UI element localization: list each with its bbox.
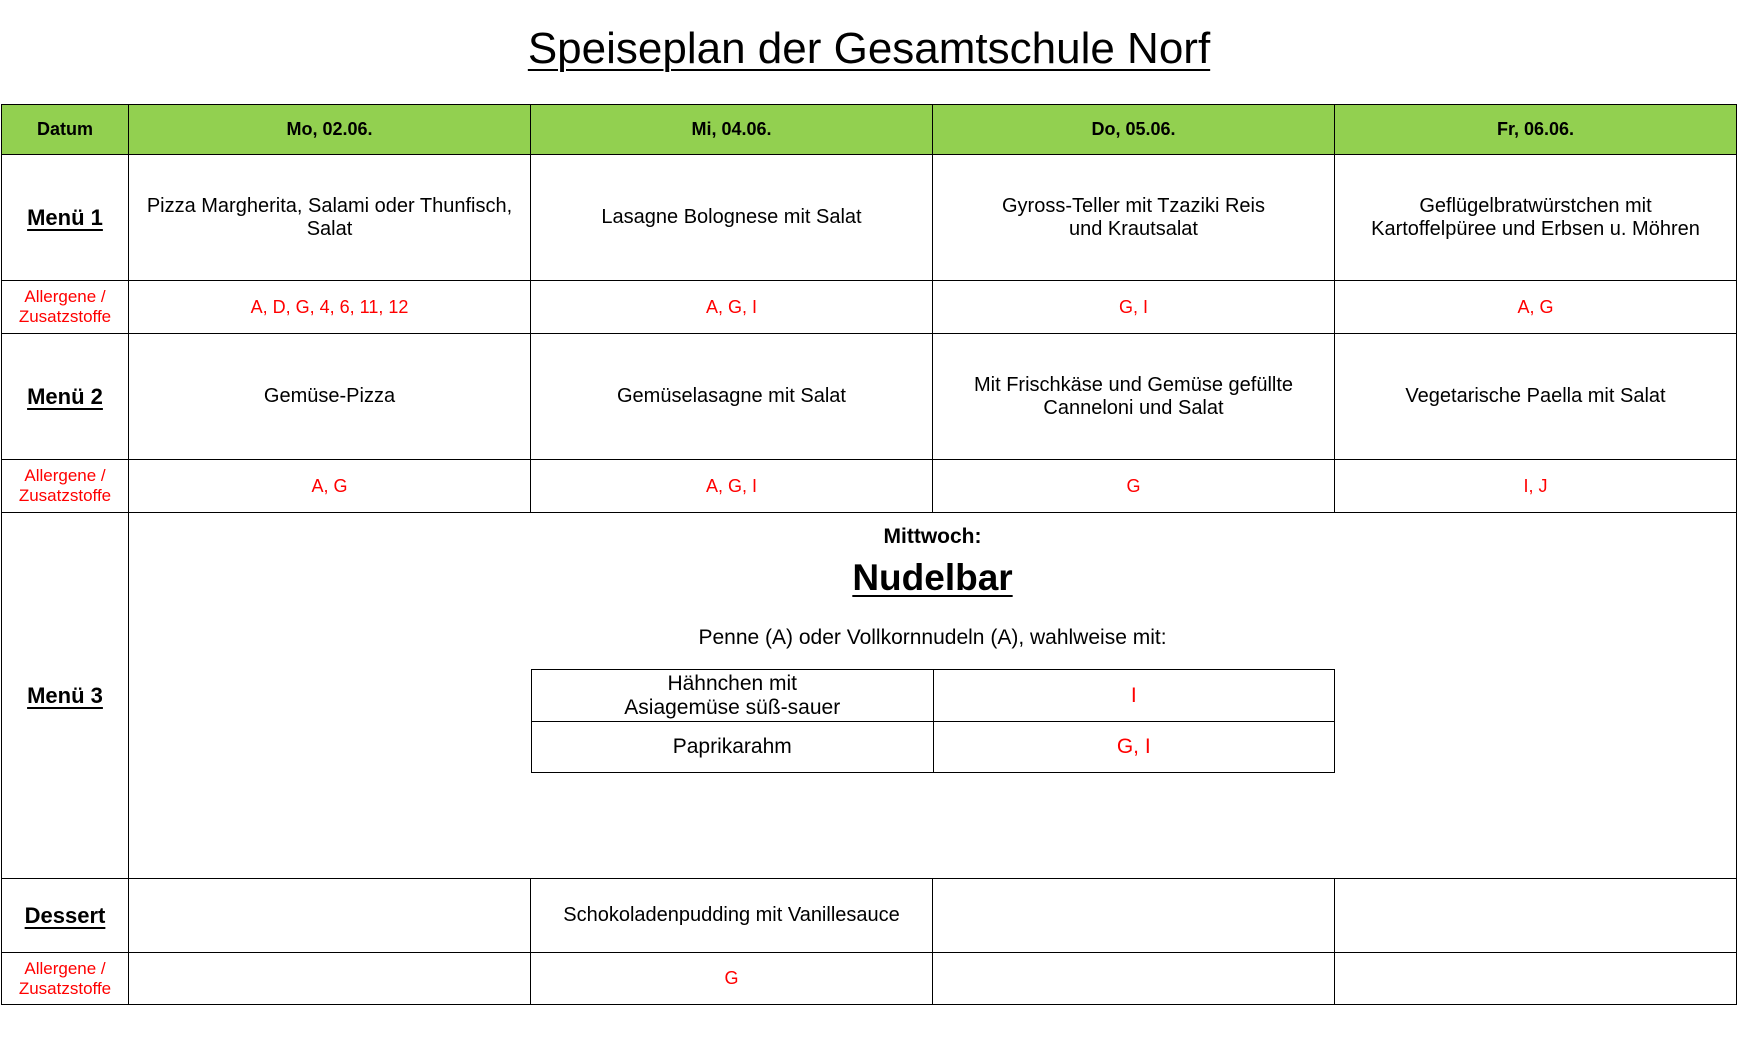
menu1-dish-mo: Pizza Margherita, Salami oder Thunfisch, Salat (129, 155, 531, 281)
allergen-label: Allergene / Zusatzstoffe (2, 953, 129, 1005)
dessert-allergens-mi: G (531, 953, 933, 1005)
allergen-label: Allergene / Zusatzstoffe (2, 281, 129, 334)
menu1-allergens-mi: A, G, I (531, 281, 933, 334)
menu2-dish-mi: Gemüselasagne mit Salat (531, 334, 933, 460)
menu3-row (2, 513, 1737, 879)
menu2-dish-mo: Gemüse-Pizza (129, 334, 531, 460)
menu1-dish-mi: Lasagne Bolognese mit Salat (531, 155, 933, 281)
menu1-dish-do: Gyross-Teller mit Tzaziki Reis und Krautsalat (933, 155, 1335, 281)
menu1-row (2, 155, 1737, 281)
menu2-allergens-do: G (933, 460, 1335, 513)
menu3-option-allergens: I (933, 670, 1335, 722)
header-day-do: Do, 05.06. (933, 105, 1335, 155)
menu3-title: Nudelbar (852, 557, 1013, 598)
menu2-allergens-fr: I, J (1335, 460, 1737, 513)
menu2-allergens-mi: A, G, I (531, 460, 933, 513)
allergen-label: Allergene / Zusatzstoffe (2, 460, 129, 513)
menu2-dish-do: Mit Frischkäse und Gemüse gefüllte Canneloni und Salat (933, 334, 1335, 460)
menu1-label: Menü 1 (2, 155, 129, 281)
menu3-content (129, 513, 1737, 879)
dessert-allergens-fr (1335, 953, 1737, 1005)
page-title: Speiseplan der Gesamtschule Norf (527, 24, 1211, 73)
menu2-dish-fr: Vegetarische Paella mit Salat (1335, 334, 1737, 460)
header-row (2, 105, 1737, 155)
menu3-option-row (532, 670, 1335, 722)
menu3-option-name: Hähnchen mit Asiagemüse süß-sauer (532, 670, 934, 722)
dessert-row (2, 879, 1737, 953)
menu2-allergens-mo: A, G (129, 460, 531, 513)
menu1-allergens-fr: A, G (1335, 281, 1737, 334)
header-day-mo: Mo, 02.06. (129, 105, 531, 155)
menu3-label: Menü 3 (2, 513, 129, 879)
header-day-fr: Fr, 06.06. (1335, 105, 1737, 155)
dessert-dish-mo (129, 879, 531, 953)
menu1-dish-fr: Geflügelbratwürstchen mit Kartoffelpüree und Erbsen u. Möhren (1335, 155, 1737, 281)
menu1-allergens-mo: A, D, G, 4, 6, 11, 12 (129, 281, 531, 334)
header-datum: Datum (2, 105, 129, 155)
menu3-option-row (532, 722, 1335, 773)
menu3-option-allergens: G, I (933, 722, 1335, 773)
menu2-label: Menü 2 (2, 334, 129, 460)
menu3-day: Mittwoch: (883, 525, 982, 548)
dessert-dish-do (933, 879, 1335, 953)
dessert-dish-mi: Schokoladenpudding mit Vanillesauce (531, 879, 933, 953)
menu-table (1, 104, 1737, 1005)
dessert-allergens-row (2, 953, 1737, 1005)
dessert-label: Dessert (2, 879, 129, 953)
header-day-mi: Mi, 04.06. (531, 105, 933, 155)
menu2-allergens-row (2, 460, 1737, 513)
menu3-options-table (531, 669, 1335, 773)
menu1-allergens-do: G, I (933, 281, 1335, 334)
menu1-allergens-row (2, 281, 1737, 334)
menu3-option-name: Paprikarahm (532, 722, 934, 773)
dessert-dish-fr (1335, 879, 1737, 953)
menu3-description: Penne (A) oder Vollkornnudeln (A), wahlweise mit: (698, 626, 1167, 649)
dessert-allergens-mo (129, 953, 531, 1005)
menu2-row (2, 334, 1737, 460)
dessert-allergens-do (933, 953, 1335, 1005)
